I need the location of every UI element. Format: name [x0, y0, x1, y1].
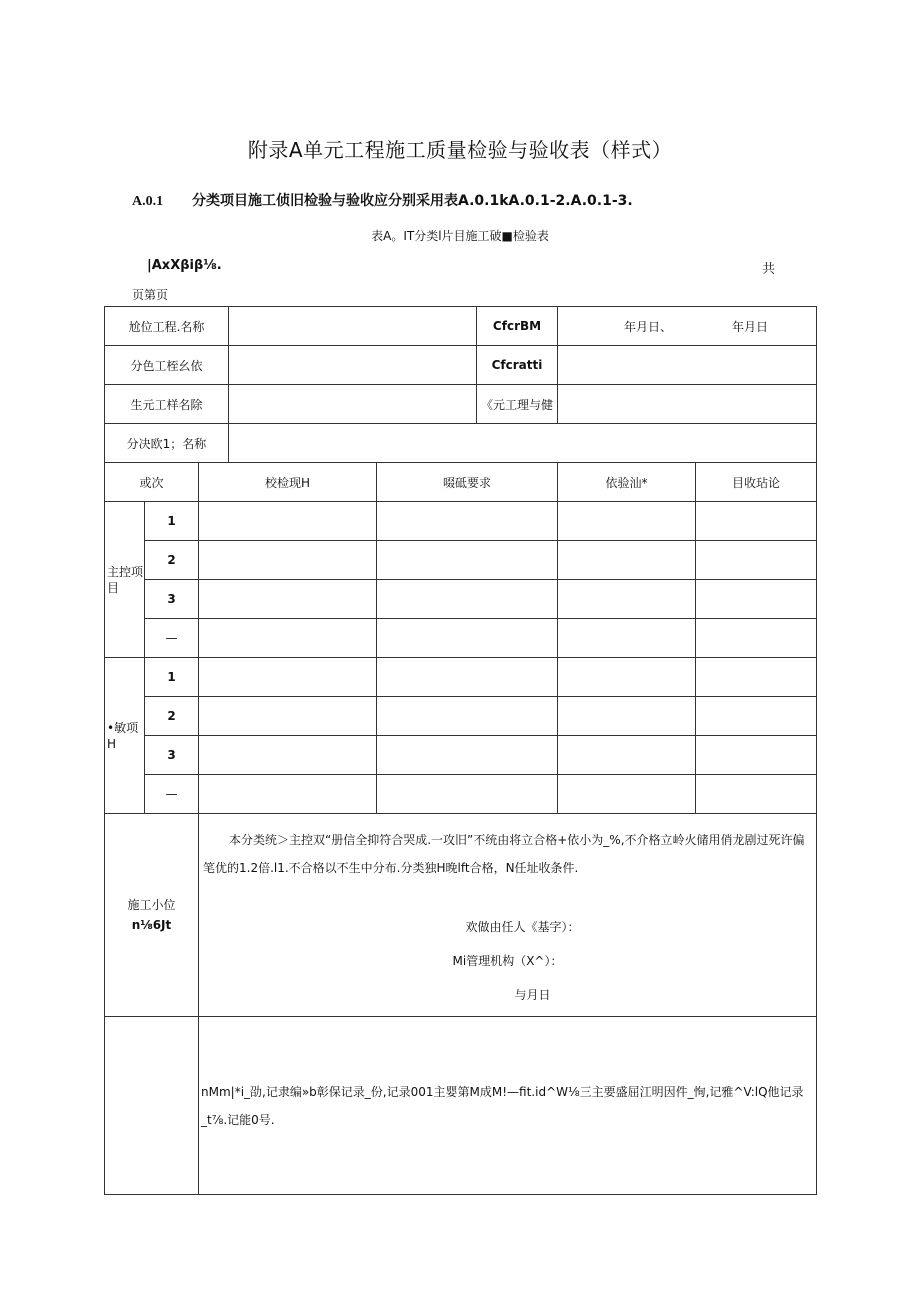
- construction-date-label: CfcrBM: [477, 307, 558, 346]
- table-row: [105, 346, 817, 385]
- requirement-cell[interactable]: [377, 736, 558, 775]
- self-evaluation-label-line2: n⅛6Jt: [131, 918, 172, 932]
- col-requirement-header: 啜砥要求: [377, 463, 558, 502]
- row-number: —: [145, 775, 199, 814]
- result-cell[interactable]: [558, 580, 696, 619]
- unit-label: |AxXβiβ⅛.: [147, 258, 222, 273]
- unit-project-name-value[interactable]: [229, 307, 477, 346]
- page-number-label: 页第页: [132, 288, 169, 302]
- requirement-cell[interactable]: [377, 580, 558, 619]
- result-cell[interactable]: [558, 736, 696, 775]
- item-cell[interactable]: [199, 736, 377, 775]
- sub-item-name-label: 分决欧1；名称: [105, 424, 229, 463]
- table-row: [105, 307, 817, 346]
- col-result-header: 依验汕*: [558, 463, 696, 502]
- unit-element-name-label: 生元工样名除: [105, 385, 229, 424]
- table-row: [105, 619, 817, 658]
- conclusion-cell[interactable]: [696, 541, 817, 580]
- requirement-cell[interactable]: [377, 502, 558, 541]
- item-cell[interactable]: [199, 580, 377, 619]
- col-seq-header: 或次: [105, 463, 199, 502]
- table-row: [105, 385, 817, 424]
- self-evaluation-label: [105, 814, 199, 1017]
- conclusion-cell[interactable]: [696, 580, 817, 619]
- division-code-label: Cfcratti: [477, 346, 558, 385]
- table-row: [105, 1017, 817, 1195]
- item-cell[interactable]: [199, 697, 377, 736]
- self-evaluation-content[interactable]: [199, 814, 817, 1017]
- result-cell[interactable]: [558, 775, 696, 814]
- division-project-name-value[interactable]: [229, 346, 477, 385]
- table-row: [105, 775, 817, 814]
- requirement-cell[interactable]: [377, 619, 558, 658]
- requirement-cell[interactable]: [377, 697, 558, 736]
- unit-project-name-label: 尬位工程.名称: [105, 307, 229, 346]
- clause-line: [132, 190, 633, 210]
- note-label: [105, 1017, 199, 1195]
- table-row: [105, 502, 817, 541]
- result-cell[interactable]: [558, 502, 696, 541]
- construction-date-value[interactable]: [558, 307, 817, 346]
- conclusion-cell[interactable]: [696, 736, 817, 775]
- sub-item-name-value[interactable]: [229, 424, 817, 463]
- row-number: 3: [145, 736, 199, 775]
- table-row: [105, 814, 817, 1017]
- unit-element-quantity-value[interactable]: [558, 385, 817, 424]
- table-caption: 表A。IT分类l片目施工破■检验表: [371, 229, 549, 243]
- row-number: 3: [145, 580, 199, 619]
- table-row: [105, 736, 817, 775]
- self-evaluation-text: 本分类统＞主控双“册信全抑符合哭成.一攻旧”不统由将立合格+依小为_%,不介格立岭火储用俏龙剧过死许偏笔优的1.2倍.l1.不合格以不生中分布.分类独H晚lft合格，N任址收条件.: [203, 833, 805, 875]
- note-text: nMm|*i_劭,记隶编»b彰保记录_份,记录001主婴第M成M!—fit.id^W⅛三主要盛屈江明因件_恂,记雅^V:lQ他记录_t⅞.记能0号.: [201, 1084, 804, 1127]
- page-title: 附录A单元工程施工质量检验与验收表（样式）: [247, 138, 673, 162]
- table-row: [105, 541, 817, 580]
- conclusion-cell[interactable]: [696, 697, 817, 736]
- table-row: [105, 424, 817, 463]
- conclusion-cell[interactable]: [696, 658, 817, 697]
- requirement-cell[interactable]: [377, 658, 558, 697]
- requirement-cell[interactable]: [377, 541, 558, 580]
- requirement-cell[interactable]: [377, 775, 558, 814]
- col-conclusion-header: 目收玷论: [696, 463, 817, 502]
- clause-number: A.0.1: [132, 194, 164, 209]
- item-cell[interactable]: [199, 619, 377, 658]
- column-header-row: [105, 463, 817, 502]
- date-start: 年月日、: [624, 319, 673, 334]
- table-row: [105, 697, 817, 736]
- note-content[interactable]: [199, 1017, 817, 1195]
- result-cell[interactable]: [558, 658, 696, 697]
- col-item-header: 校检现H: [199, 463, 377, 502]
- result-cell[interactable]: [558, 541, 696, 580]
- signature-responsible: 欢做由任人《基字）：: [465, 920, 580, 934]
- row-number: 1: [145, 502, 199, 541]
- inspection-form-table: [104, 306, 817, 1195]
- item-cell[interactable]: [199, 775, 377, 814]
- item-cell[interactable]: [199, 541, 377, 580]
- conclusion-cell[interactable]: [696, 619, 817, 658]
- item-cell[interactable]: [199, 502, 377, 541]
- signature-date: 与月日: [514, 988, 551, 1002]
- total-pages-label: 共: [762, 262, 776, 277]
- table-row: [105, 580, 817, 619]
- row-number: 2: [145, 541, 199, 580]
- division-project-name-label: 分色工桎幺依: [105, 346, 229, 385]
- result-cell[interactable]: [558, 697, 696, 736]
- conclusion-cell[interactable]: [696, 775, 817, 814]
- date-end: 年月日: [732, 319, 769, 334]
- signature-organization: Mi管理机构（X^）：: [452, 954, 563, 968]
- unit-element-quantity-label: 《元工理与健: [477, 385, 558, 424]
- result-cell[interactable]: [558, 619, 696, 658]
- self-evaluation-label-line1: 施工小位: [127, 898, 176, 912]
- table-row: [105, 658, 817, 697]
- division-code-value[interactable]: [558, 346, 817, 385]
- unit-element-name-value[interactable]: [229, 385, 477, 424]
- item-cell[interactable]: [199, 658, 377, 697]
- general-items-label: •敏项H: [105, 658, 145, 814]
- conclusion-cell[interactable]: [696, 502, 817, 541]
- row-number: —: [145, 619, 199, 658]
- main-items-label: 主控项目: [105, 502, 145, 658]
- clause-text: 分类项目施工侦旧检验与验收应分别采用表A.0.1kA.0.1-2.A.0.1-3.: [192, 193, 633, 209]
- row-number: 2: [145, 697, 199, 736]
- row-number: 1: [145, 658, 199, 697]
